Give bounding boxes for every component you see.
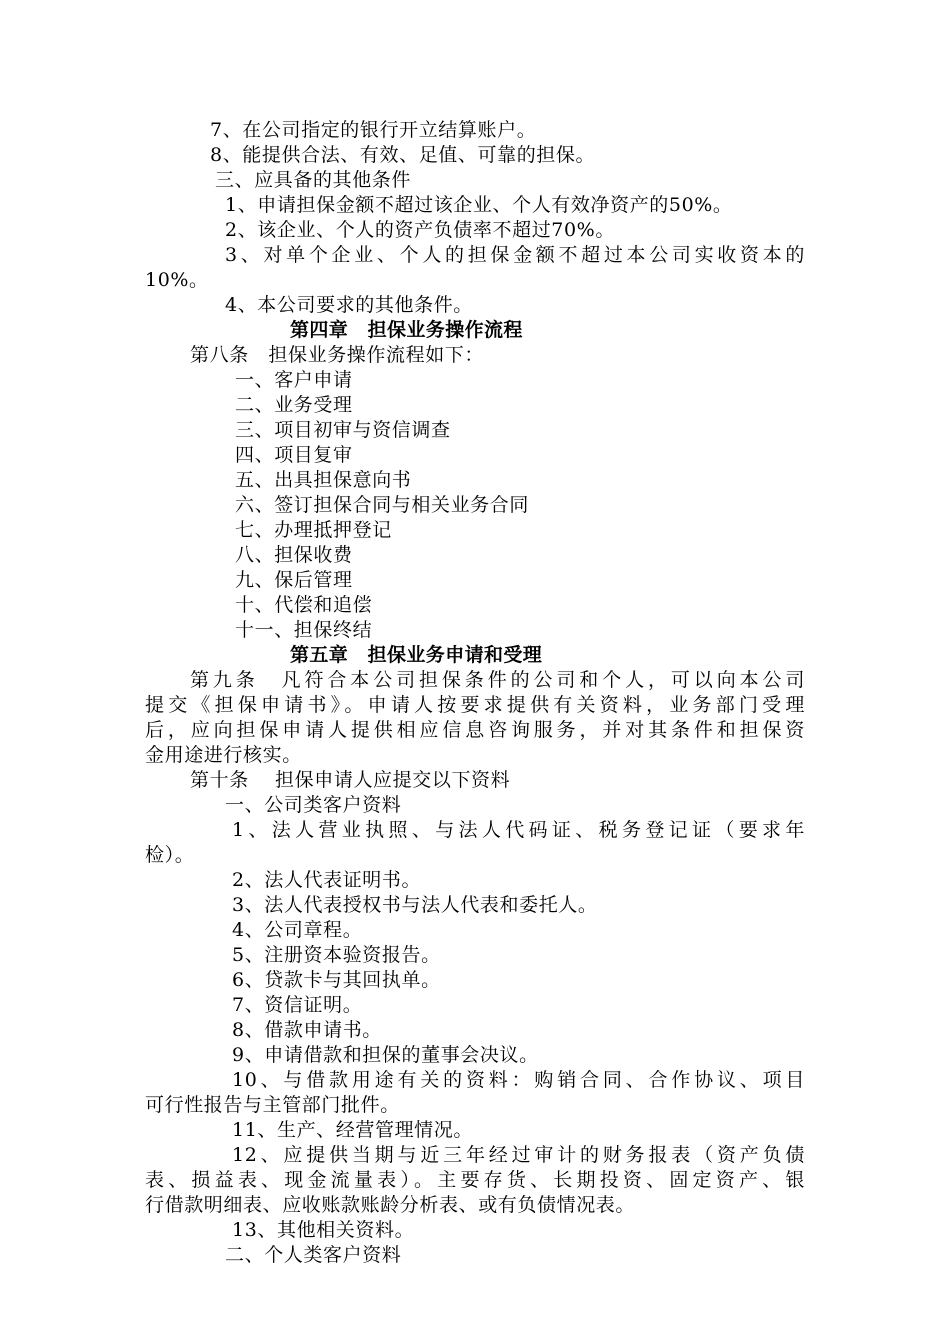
list-item: 1、申请担保金额不超过该企业、个人有效净资产的50%。 [225,194,733,216]
list-item: 5、注册资本验资报告。 [232,944,441,966]
paragraph-line: 提交《担保申请书》。申请人按要求提供有关资料，业务部门受理 [145,694,805,716]
list-item: 8、能提供合法、有效、足值、可靠的担保。 [210,144,596,166]
list-item: 三、项目初审与资信调查 [235,419,451,441]
list-item: 五、出具担保意向书 [235,469,412,491]
section-heading: 一、公司类客户资料 [225,794,402,816]
list-item: 9、申请借款和担保的董事会决议。 [232,1044,539,1066]
list-item: 4、公司章程。 [232,919,363,941]
section-heading: 二、个人类客户资料 [225,1244,402,1266]
list-item: 2、该企业、个人的资产负债率不超过70%。 [225,219,615,241]
paragraph-line: 金用途进行核实。 [145,744,302,766]
list-item: 六、签订担保合同与相关业务合同 [235,494,530,516]
chapter-title: 第五章 担保业务申请和受理 [290,644,543,666]
chapter-title: 第四章 担保业务操作流程 [290,319,523,341]
list-item: 八、担保收费 [235,544,353,566]
list-item-continuation: 可行性报告与主管部门批件。 [145,1094,400,1116]
list-item: 3、法人代表授权书与法人代表和委托人。 [232,894,598,916]
list-item: 3、对单个企业、个人的担保金额不超过本公司实收资本的 [225,244,805,266]
list-item-continuation: 10%。 [145,269,209,291]
list-item: 十、代偿和追偿 [235,594,373,616]
list-item: 7、资信证明。 [232,994,363,1016]
list-item-continuation: 行借款明细表、应收账款账龄分析表、或有负债情况表。 [145,1194,636,1216]
article-heading: 第八条 担保业务操作流程如下： [190,344,485,366]
list-item: 2、法人代表证明书。 [232,869,422,891]
list-item: 12、应提供当期与近三年经过审计的财务报表（资产负债 [232,1144,805,1166]
list-item-continuation: 检）。 [145,844,195,866]
paragraph-line: 第九条 凡符合本公司担保条件的公司和个人，可以向本公司 [190,669,805,691]
list-item: 七、办理抵押登记 [235,519,392,541]
list-item: 九、保后管理 [235,569,353,591]
list-item: 6、贷款卡与其回执单。 [232,969,441,991]
article-heading: 第十条 担保申请人应提交以下资料 [190,769,511,791]
list-item: 8、借款申请书。 [232,1019,382,1041]
list-item: 13、其他相关资料。 [232,1219,415,1241]
section-heading: 三、应具备的其他条件 [215,169,412,191]
list-item: 一、客户申请 [235,369,353,391]
list-item: 7、在公司指定的银行开立结算账户。 [210,119,537,141]
list-item: 10、与借款用途有关的资料：购销合同、合作协议、项目 [232,1069,805,1091]
list-item-continuation: 表、损益表、现金流量表）。主要存货、长期投资、固定资产、银 [145,1169,805,1191]
paragraph-line: 后，应向担保申请人提供相应信息咨询服务，并对其条件和担保资 [145,719,805,741]
list-item: 11、生产、经营管理情况。 [232,1119,473,1141]
list-item: 4、本公司要求的其他条件。 [225,294,473,316]
list-item: 二、业务受理 [235,394,353,416]
list-item: 1、法人营业执照、与法人代码证、税务登记证（要求年 [232,819,805,841]
list-item: 四、项目复审 [235,444,353,466]
list-item: 十一、担保终结 [235,619,373,641]
